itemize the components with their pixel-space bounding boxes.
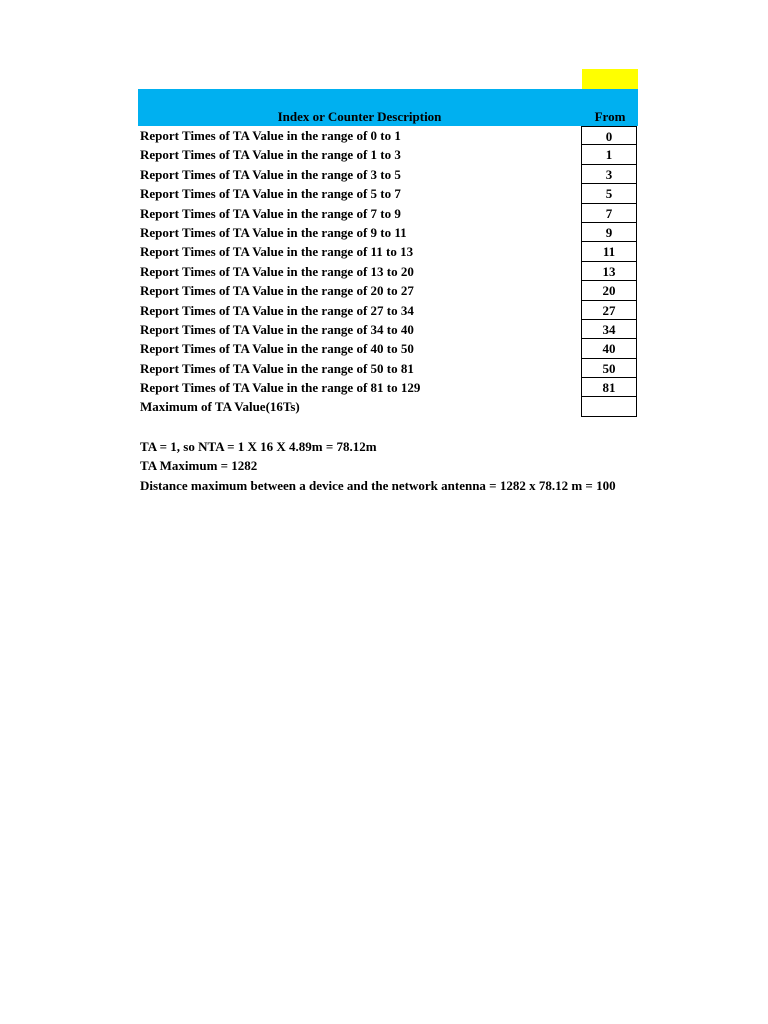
table-row bbox=[138, 184, 639, 203]
header-description: Index or Counter Description bbox=[277, 109, 442, 124]
row-from-value: 20 bbox=[581, 281, 637, 300]
table-row bbox=[138, 223, 639, 242]
table-row bbox=[138, 397, 639, 416]
row-from-value: 34 bbox=[581, 320, 637, 339]
table-row bbox=[138, 359, 639, 378]
table-row bbox=[138, 262, 639, 281]
row-from-value: 7 bbox=[581, 204, 637, 223]
row-description: Report Times of TA Value in the range of 9 to 11 bbox=[140, 224, 407, 240]
table-row bbox=[138, 242, 639, 261]
row-description: Report Times of TA Value in the range of 11 to 13 bbox=[140, 244, 414, 260]
row-from-value: 5 bbox=[581, 184, 637, 203]
header-from: From bbox=[594, 109, 626, 124]
table-row bbox=[138, 339, 639, 358]
table-row bbox=[138, 126, 639, 145]
table-row bbox=[138, 378, 639, 397]
row-description: Maximum of TA Value(16Ts) bbox=[140, 399, 300, 415]
table-row bbox=[138, 320, 639, 339]
note-distance-maximum: Distance maximum between a device and the network antenna = 1282 x 78.12 m = 100 bbox=[140, 477, 616, 493]
table-row bbox=[138, 145, 639, 164]
row-description: Report Times of TA Value in the range of 5 to 7 bbox=[140, 186, 401, 202]
row-from-value: 1 bbox=[581, 145, 637, 164]
row-from-value: 81 bbox=[581, 378, 637, 397]
row-description: Report Times of TA Value in the range of 34 to 40 bbox=[140, 321, 414, 337]
row-from-value: 40 bbox=[581, 339, 637, 358]
table-row bbox=[138, 301, 639, 320]
row-from-value: 3 bbox=[581, 165, 637, 184]
row-from-value: 13 bbox=[581, 262, 637, 281]
note-ta-nta: TA = 1, so NTA = 1 X 16 X 4.89m = 78.12m bbox=[140, 439, 377, 454]
row-description: Report Times of TA Value in the range of 81 to 129 bbox=[140, 380, 421, 396]
calculation-notes bbox=[140, 437, 638, 495]
note-ta-maximum: TA Maximum = 1282 bbox=[140, 458, 258, 474]
row-from-value: 0 bbox=[581, 126, 637, 145]
table-row bbox=[138, 165, 639, 184]
highlight-cell bbox=[582, 69, 638, 89]
row-from-value bbox=[581, 397, 637, 416]
row-from-value: 9 bbox=[581, 223, 637, 242]
row-description: Report Times of TA Value in the range of 50 to 81 bbox=[140, 360, 414, 376]
row-description: Report Times of TA Value in the range of 27 to 34 bbox=[140, 302, 414, 318]
row-description: Report Times of TA Value in the range of 13 to 20 bbox=[140, 263, 414, 279]
table-row bbox=[138, 204, 639, 223]
row-description: Report Times of TA Value in the range of 1 to 3 bbox=[140, 147, 401, 163]
table-row bbox=[138, 281, 639, 300]
row-from-value: 50 bbox=[581, 359, 637, 378]
row-description: Report Times of TA Value in the range of 40 to 50 bbox=[140, 341, 414, 357]
row-from-value: 11 bbox=[581, 242, 637, 261]
row-description: Report Times of TA Value in the range of 7 to 9 bbox=[140, 205, 401, 221]
row-description: Report Times of TA Value in the range of 0 to 1 bbox=[140, 128, 401, 143]
row-description: Report Times of TA Value in the range of 20 to 27 bbox=[140, 283, 414, 299]
row-from-value: 27 bbox=[581, 301, 637, 320]
table-body bbox=[138, 126, 639, 417]
row-description: Report Times of TA Value in the range of 3 to 5 bbox=[140, 166, 401, 182]
